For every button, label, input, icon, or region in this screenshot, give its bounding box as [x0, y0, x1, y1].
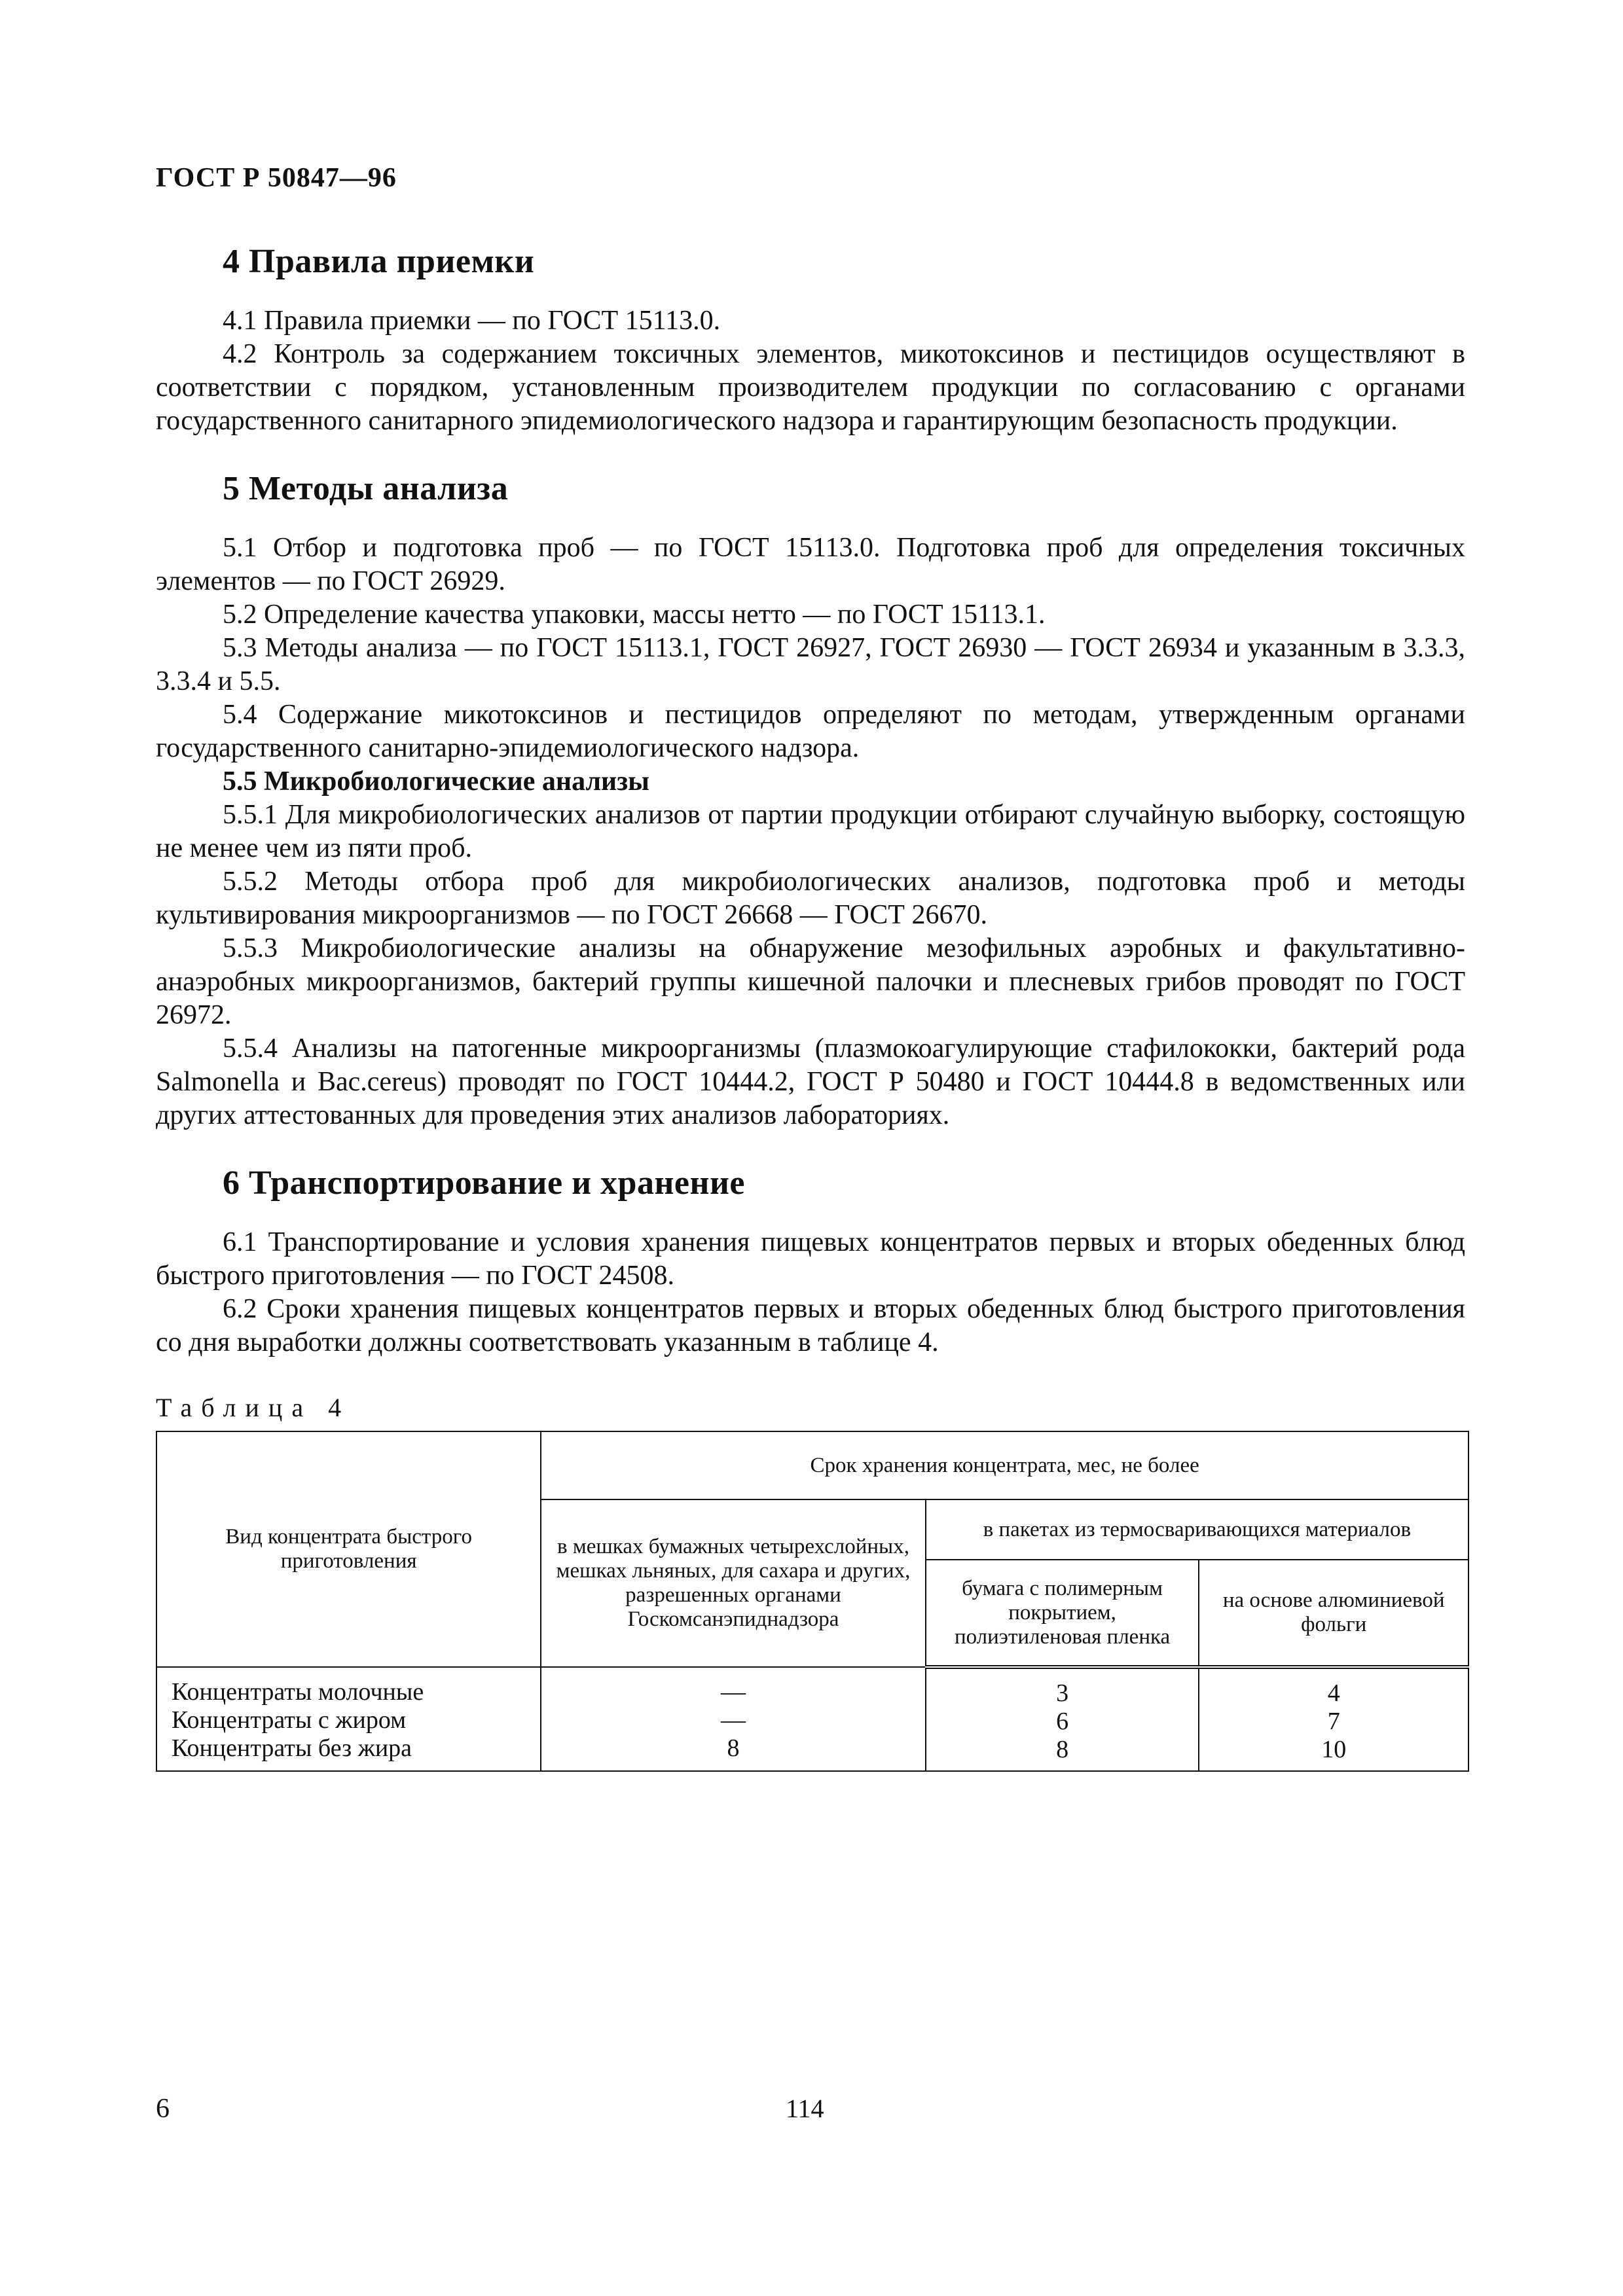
shelf-life-table — [156, 1431, 1469, 1772]
row-name: Концентраты молочные — [172, 1678, 424, 1706]
document-body — [156, 242, 1465, 1772]
row-name: Концентраты без жира — [172, 1734, 412, 1762]
table-header-row — [156, 1431, 1468, 1499]
paragraph: 4.1 Правила приемки — по ГОСТ 15113.0. — [223, 306, 721, 336]
section-heading: 5 Методы анализа — [223, 470, 509, 507]
table-cell — [541, 1667, 925, 1771]
cell-value: 6 — [1056, 1708, 1069, 1735]
collection-page-number: 114 — [786, 2094, 824, 2123]
cell-value: — — [721, 1706, 746, 1734]
cell-value: 7 — [1327, 1708, 1340, 1735]
row-name: Концентраты с жиром — [172, 1706, 407, 1734]
paragraph: 6.2 Сроки хранения пищевых концентратов первых и вторых обеденных блюд быстрого приготовления со дня выработки должны соответствовать указанным в таблице 4. — [156, 1294, 1465, 1357]
page-number: 6 — [156, 2094, 170, 2124]
paragraph: 6.1 Транспортирование и условия хранения пищевых концентратов первых и вторых обеденных блюд быстрого приготовления — по ГОСТ 24508. — [156, 1227, 1465, 1291]
paragraph: 5.5.3 Микробиологические анализы на обнаружение мезофильных аэробных и факультативно-анаэробных микроорганизмов, бактерий группы кишечной палочки и плесневых грибов проводят по ГОСТ 26972. — [156, 933, 1465, 1030]
section-heading: 4 Правила приемки — [223, 243, 535, 280]
cell-value: 8 — [727, 1734, 740, 1762]
cell-value: 10 — [1321, 1736, 1347, 1763]
header-concentrate-type: Вид концентрата быстрого приготовления — [156, 1431, 541, 1667]
paragraph: 5.5.2 Методы отбора проб для микробиологических анализов, подготовка проб и методы культивирования микроорганизмов — по ГОСТ 26668 — ГОСТ 26670. — [156, 867, 1465, 930]
document-code-header: ГОСТ Р 50847—96 — [156, 163, 397, 193]
paragraph: 5.2 Определение качества упаковки, массы нетто — по ГОСТ 15113.1. — [223, 600, 1046, 630]
paragraph: 5.3 Методы анализа — по ГОСТ 15113.1, ГОСТ 26927, ГОСТ 26930 — ГОСТ 26934 и указанным в 3.3.3, 3.3.4 и 5.5. — [156, 633, 1465, 696]
paragraph: 4.2 Контроль за содержанием токсичных элементов, микотоксинов и пестицидов осуществляют в соответствии с порядком, установленным производителем продукции по согласованию с органами государственного санитарного эпидемиологического надзора и гарантирующим безопасность продукции. — [156, 339, 1465, 436]
paragraph: 5.5.4 Анализы на патогенные микроорганизмы (плазмокоагулирующие стафилококки, бактерий рода Salmonella и Bac.cereus) проводят по ГОСТ 10444.2, ГОСТ Р 50480 и ГОСТ 10444.8 в ведомственных или других аттестованных для проведения этих анализов лабораториях. — [156, 1033, 1465, 1130]
paragraph: 5.5.1 Для микробиологических анализов от партии продукции отбирают случайную выборку, состоящую не менее чем из пяти проб. — [156, 800, 1465, 863]
cell-value: — — [721, 1678, 746, 1706]
section-transport-storage — [156, 1164, 1465, 1359]
cell-value: 3 — [1056, 1679, 1069, 1707]
header-foil: на основе алюминиевой фольги — [1199, 1560, 1468, 1667]
table-cell — [926, 1667, 1199, 1771]
header-packets: в пакетах из термосваривающихся материалов — [926, 1499, 1468, 1560]
cell-value: 8 — [1056, 1736, 1069, 1763]
table-cell — [1199, 1667, 1468, 1771]
table-caption: Таблица 4 — [156, 1393, 351, 1422]
header-bags: в мешках бумажных четырехслойных, мешках льняных, для сахара и других, разрешенных органами Госкомсанэпиднадзора — [541, 1499, 925, 1667]
header-shelf-life: Срок хранения концентрата, мес, не более — [541, 1431, 1468, 1499]
table-row — [156, 1667, 1468, 1771]
paragraph: 5.4 Содержание микотоксинов и пестицидов определяют по методам, утвержденным органами государственного санитарно-эпидемиологического надзора. — [156, 700, 1465, 763]
table-cell — [156, 1667, 541, 1771]
section-acceptance — [156, 242, 1465, 438]
section-heading: 6 Транспортирование и хранение — [223, 1164, 745, 1202]
subsection-heading: 5.5 Микробиологические анализы — [223, 766, 649, 797]
section-methods — [156, 469, 1465, 1132]
header-paper-film: бумага с полимерным покрытием, полиэтиленовая пленка — [926, 1560, 1199, 1667]
paragraph: 5.1 Отбор и подготовка проб — по ГОСТ 15113.0. Подготовка проб для определения токсичных элементов — по ГОСТ 26929. — [156, 533, 1465, 596]
cell-value: 4 — [1327, 1679, 1340, 1707]
